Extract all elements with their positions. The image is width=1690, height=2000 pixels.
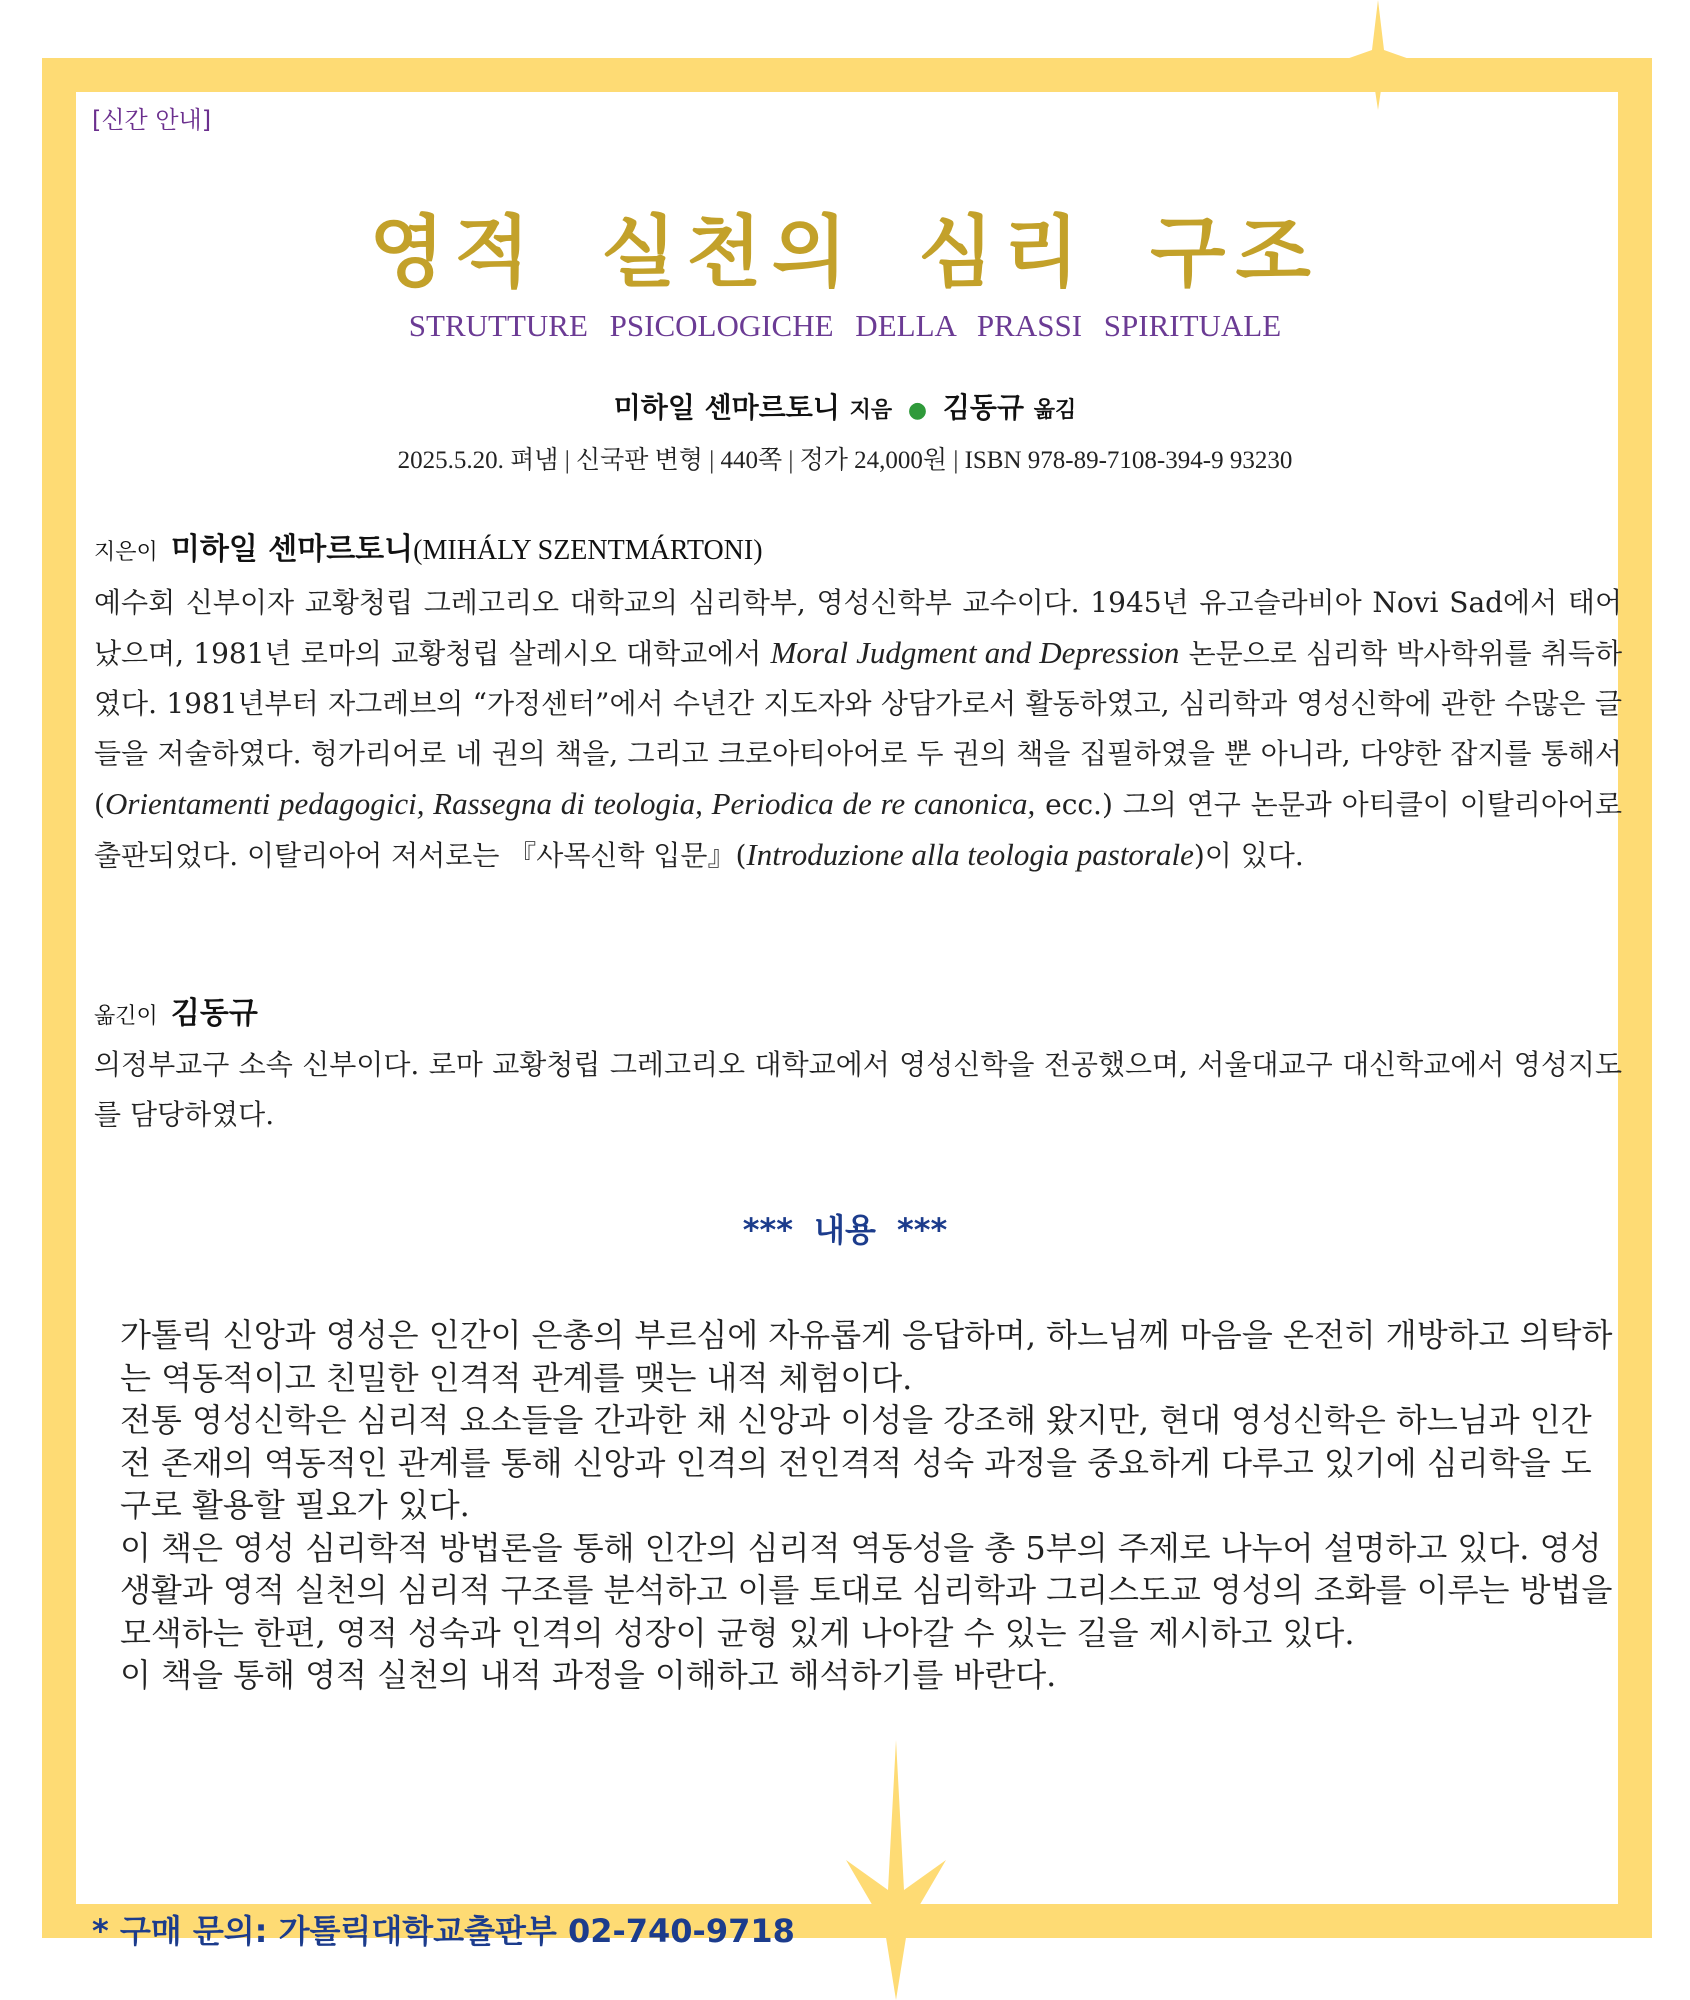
author-bio-part: ecc.) 그의 연구 논문과 아티클이 이탈리아어로 출판되었다. 이탈리아어 저서로는 『사목신학 입문』( <box>94 788 1622 872</box>
translator-bio: 의정부교구 소속 신부이다. 로마 교황청립 그레고리오 대학교에서 영성신학을 전공했으며, 서울대교구 대신학교에서 영성지도를 담당하였다. <box>94 1048 1622 1131</box>
author-bio-thesis: Moral Judgment and Depression <box>770 635 1180 670</box>
author-latin-name: (MIHÁLY SZENTMÁRTONI) <box>413 535 763 566</box>
author-bio-journals: Orientamenti pedagogici, Rassegna di teologia, Periodica de re canonica, <box>104 786 1036 821</box>
author-role: 지음 <box>849 398 893 423</box>
author-section-name: 미하일 센마르토니 <box>170 532 414 567</box>
translator-section-name: 김동규 <box>170 996 258 1031</box>
book-subtitle: STRUTTURE PSICOLOGICHE DELLA PRASSI SPIRITUALE <box>408 308 1282 343</box>
translator-section-label: 옮긴이 <box>94 1004 158 1029</box>
content-paragraph: 이 책을 통해 영적 실천의 내적 과정을 이해하고 해석하기를 바란다. <box>120 1656 1057 1694</box>
publication-info: 2025.5.20. 펴냄 | 신국판 변형 | 440쪽 | 정가 24,000원 | ISBN 978-89-7108-394-9 93230 <box>397 447 1293 474</box>
content-paragraph: 이 책은 영성 심리학적 방법론을 통해 인간의 심리적 역동성을 총 5부의 주제로 나누어 설명하고 있다. 영성생활과 영적 실천의 심리적 구조를 분석하고 이를 토대로 심리학과 그리스도교 영성의 조화를 이루는 방법을 모색하는 한편, 영적 성숙과 인격의 성장이 균형 있게 나아갈 수 있는 길을 제시하고 있다. <box>120 1528 1613 1652</box>
author-bio-part: 예수회 신부이자 교황청립 그레고리오 대학교의 심리학부, 영성신학부 교수이다. 1945년 유고슬라비아 Novi Sad에서 태어났으며, 1981년 로마의 교황청립 살레시오 대학교에서 <box>94 586 1622 670</box>
author-name: 미하일 센마르토니 <box>613 391 840 424</box>
translator-section-heading <box>94 988 258 1032</box>
content-paragraph: 전통 영성신학은 심리적 요소들을 간과한 채 신앙과 이성을 강조해 왔지만, 현대 영성신학은 하느님과 인간 전 존재의 역동적인 관계를 통해 신앙과 인격의 전인격적 성숙 과정을 중요하게 다루고 있기에 심리학을 도구로 활용할 필요가 있다. <box>120 1401 1592 1524</box>
author-bio <box>94 578 1622 881</box>
author-bio-part: 논문으로 심리학 박사학위를 취득하였다. 1981년부터 자그레브의 “가정센터”에서 수년간 지도자와 상담가로서 활동하였고, 심리학과 영성신학에 관한 수많은 글들을 저술하였다. 헝가리어로 네 권의 책을, 그리고 크로아티아어로 두 권의 책을 집필하였을 뿐 아니라, 다양한 잡지를 통해서( <box>94 637 1622 821</box>
content-body <box>120 1314 1620 1697</box>
content-paragraph: 가톨릭 신앙과 영성은 인간이 은총의 부르심에 자유롭게 응답하며, 하느님께 마음을 온전히 개방하고 의탁하는 역동적이고 친밀한 인격적 관계를 맺는 내적 체험이다. <box>120 1316 1613 1397</box>
book-title: 영적 실천의 심리 구조 <box>369 207 1321 298</box>
translator-role: 옮김 <box>1033 398 1077 423</box>
author-line <box>0 386 1690 426</box>
sparkle-top-icon <box>1338 0 1418 110</box>
content-heading: *** 내용 *** <box>742 1211 948 1249</box>
sparkle-bottom-icon <box>846 1740 946 2000</box>
author-section-heading <box>94 524 763 568</box>
purchase-inquiry: * 구매 문의: 가톨릭대학교출판부 02-740-9718 <box>92 1912 795 1950</box>
translator-name: 김동규 <box>942 391 1024 424</box>
bullet-dot-icon: ● <box>907 398 928 423</box>
author-section-label: 지은이 <box>94 540 158 565</box>
author-bio-book: Introduzione alla teologia pastorale <box>746 837 1194 872</box>
new-book-tag: [신간 안내] <box>92 106 212 134</box>
author-bio-part: )이 있다. <box>1193 839 1304 872</box>
